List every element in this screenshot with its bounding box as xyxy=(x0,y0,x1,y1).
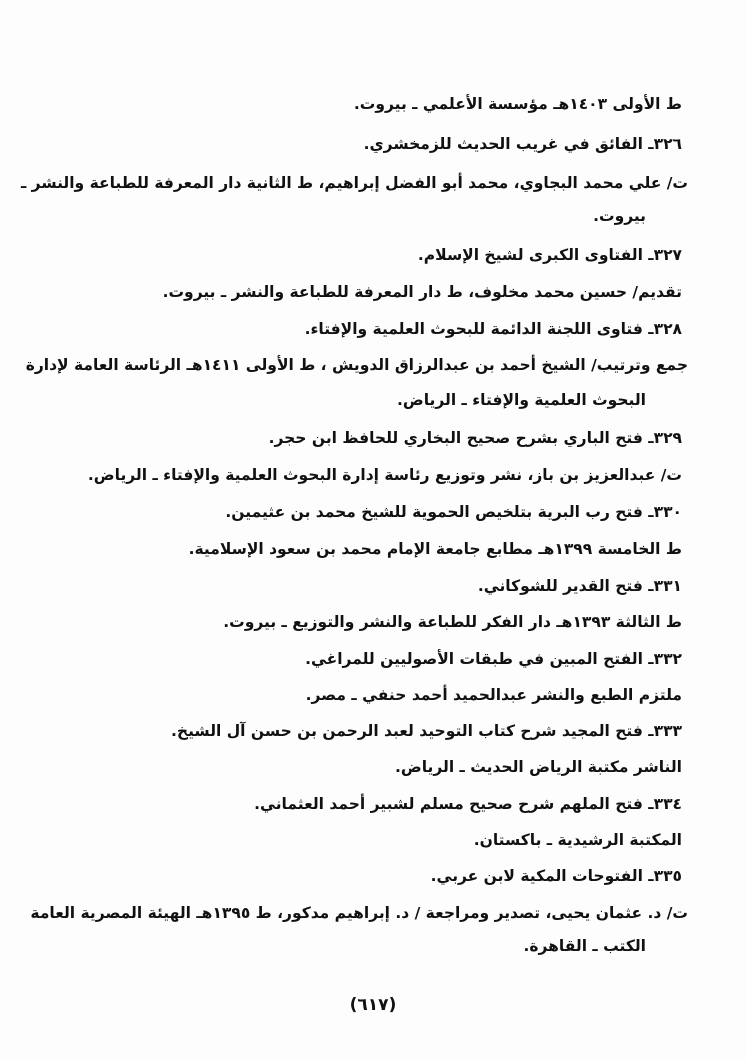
page-number: (٦١٧) xyxy=(349,995,397,1015)
text-line: ت/ عبدالعزيز بن باز، نشر وتوزيع رئاسة إدارة البحوث العلمية والإفتاء ـ الرياض. xyxy=(87,466,682,484)
text-line: ط الخامسة ١٣٩٩هـ مطابع جامعة الإمام محمد بن سعود الإسلامية. xyxy=(188,540,682,558)
text-line: الكتب ـ القاهرة. xyxy=(523,937,646,955)
entry-title-328: ٣٢٨ـ فتاوى اللجنة الدائمة للبحوث العلمية والإفتاء. xyxy=(304,320,682,338)
text-line: المكتبة الرشيدية ـ باكستان. xyxy=(473,831,682,849)
entry-title-334: ٣٣٤ـ فتح الملهم شرح صحيح مسلم لشبير أحمد العثماني. xyxy=(254,795,682,813)
entry-title-331: ٣٣١ـ فتح القدير للشوكاني. xyxy=(477,577,682,595)
text-line: البحوث العلمية والإفتاء ـ الرياض. xyxy=(397,391,646,409)
entry-title-327: ٣٢٧ـ الفتاوى الكبرى لشيخ الإسلام. xyxy=(417,246,682,264)
text-line: ط الثالثة ١٣٩٣هـ دار الفكر للطباعة والنشر والتوزيع ـ بيروت. xyxy=(223,613,682,631)
entry-title-326: ٣٢٦ـ الفائق في غريب الحديث للزمخشري. xyxy=(363,135,682,153)
text-line: تقديم/ حسين محمد مخلوف، ط دار المعرفة للطباعة والنشر ـ بيروت. xyxy=(162,283,682,301)
entry-title-335: ٣٣٥ـ الفتوحات المكية لابن عربي. xyxy=(430,867,682,885)
text-line: بيروت. xyxy=(593,207,646,225)
text-line: الناشر مكتبة الرياض الحديث ـ الرياض. xyxy=(394,758,682,776)
entry-title-330: ٣٣٠ـ فتح رب البرية بتلخيص الحموية للشيخ محمد بن عثيمين. xyxy=(225,503,682,521)
text-line: ملتزم الطبع والنشر عبدالحميد أحمد حنفي ـ مصر. xyxy=(305,686,682,704)
text-line: ت/ علي محمد البجاوي، محمد أبو الفضل إبراهيم، ط الثانية دار المعرفة للطباعة والنشر ـ xyxy=(20,174,688,192)
text-line: ط الأولى ١٤٠٣هـ مؤسسة الأعلمي ـ بيروت. xyxy=(353,95,682,113)
entry-title-333: ٣٣٣ـ فتح المجيد شرح كتاب التوحيد لعبد الرحمن بن حسن آل الشيخ. xyxy=(171,722,682,740)
text-line: جمع وترتيب/ الشيخ أحمد بن عبدالرزاق الدويش ، ط الأولى ١٤١١هـ الرئاسة العامة لإدارة xyxy=(25,356,688,374)
text-line: ت/ د. عثمان يحيى، تصدير ومراجعة / د. إبراهيم مدكور، ط ١٣٩٥هـ الهيئة المصرية العامة xyxy=(30,904,688,922)
entry-title-332: ٣٣٢ـ الفتح المبين في طبقات الأصوليين للمراغي. xyxy=(305,650,682,668)
entry-title-329: ٣٢٩ـ فتح الباري بشرح صحيح البخاري للحافظ ابن حجر. xyxy=(268,429,682,447)
